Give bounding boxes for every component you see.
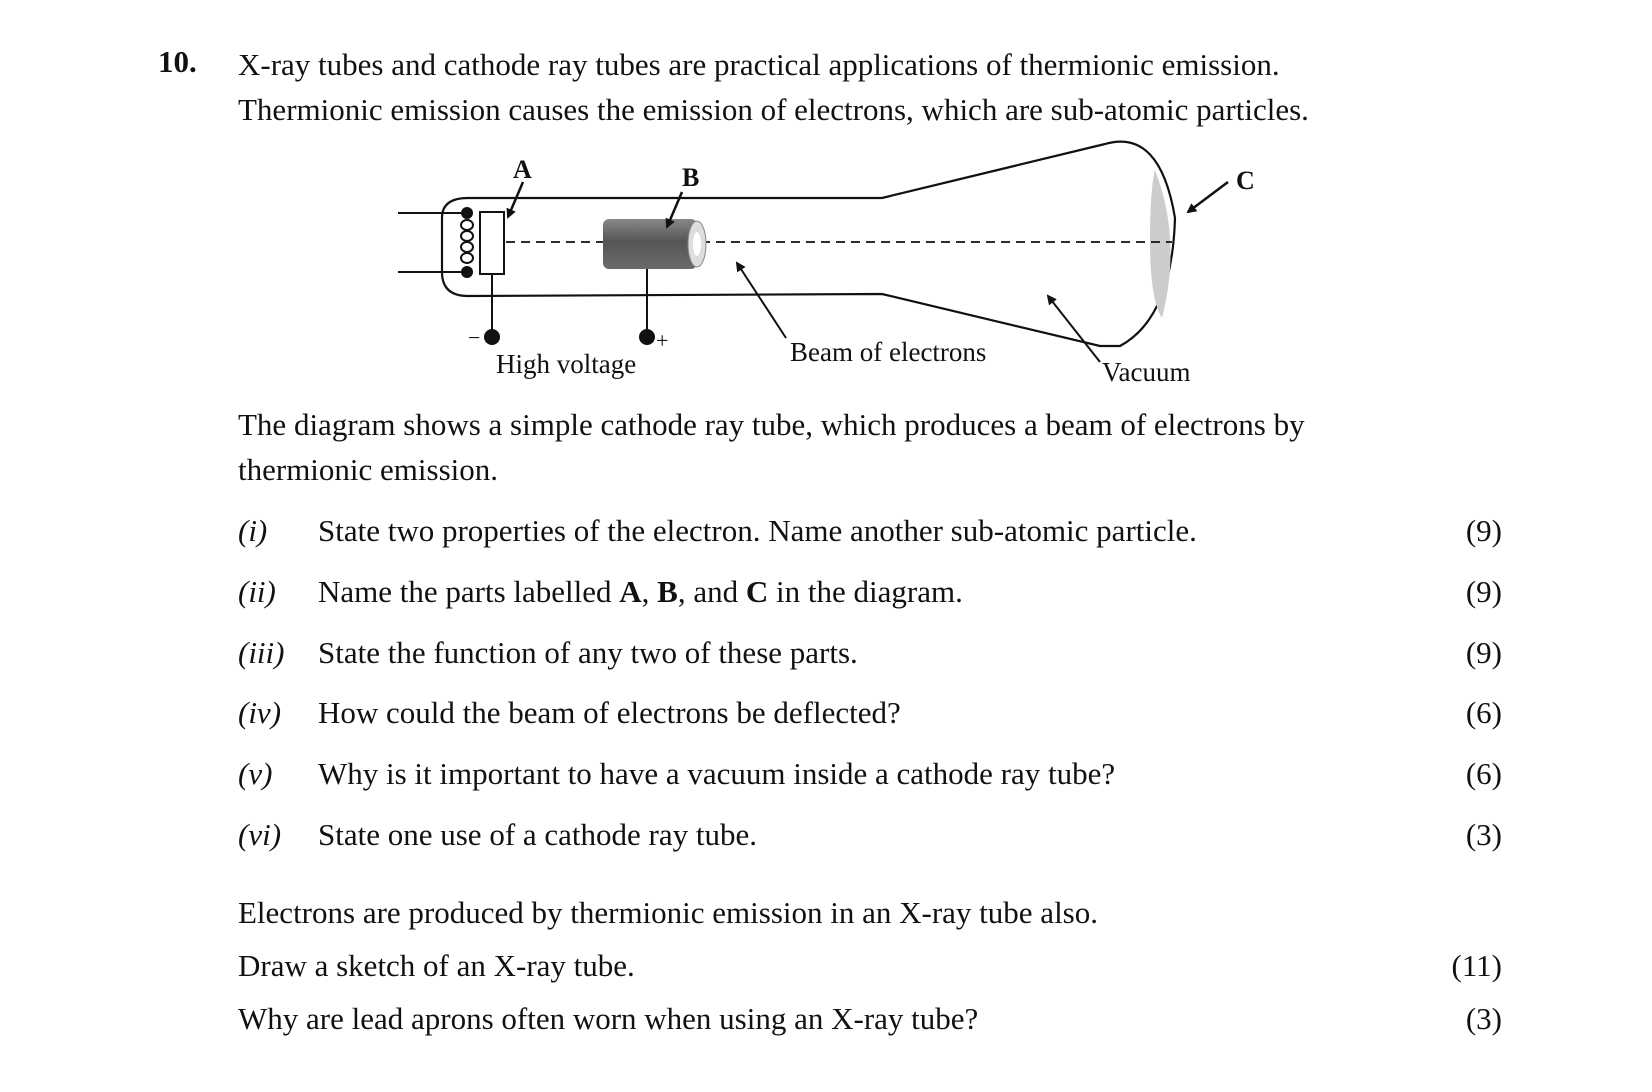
part-text-before: Name the parts labelled [318, 574, 620, 609]
diagram-description [238, 402, 1538, 492]
cathode [480, 212, 504, 274]
separator-1: , [641, 574, 658, 609]
part-text-after: in the diagram. [768, 574, 963, 609]
part-text [318, 572, 963, 612]
bold-b: B [657, 574, 678, 609]
part-text: State the function of any two of these parts. [318, 635, 858, 670]
bold-a: A [619, 574, 642, 609]
xray-marks: (11) [1451, 948, 1502, 983]
description-line-2: thermionic emission. [238, 452, 499, 487]
part-i [0, 511, 1652, 551]
heater-coil [461, 207, 473, 278]
tube-outline [442, 142, 1175, 346]
part-number: (ii) [238, 574, 276, 609]
arrow-beam [737, 263, 786, 338]
cathode-ray-tube-diagram [0, 0, 1652, 400]
question-number: 10. [158, 44, 197, 79]
intro-line-1: X-ray tubes and cathode ray tubes are practical applications of thermionic emission. [238, 47, 1280, 82]
part-number: (iv) [238, 695, 282, 730]
xray-line-1 [0, 893, 1652, 933]
part-text: State two properties of the electron. Name another sub-atomic particle. [318, 513, 1197, 548]
xray-marks: (3) [1465, 1001, 1502, 1036]
part-number: (v) [238, 756, 273, 791]
part-marks: (6) [1465, 695, 1502, 730]
part-v [0, 754, 1652, 794]
part-vi [0, 815, 1652, 855]
part-text: How could the beam of electrons be deflected? [318, 695, 901, 730]
part-marks: (3) [1465, 817, 1502, 852]
part-iv [0, 693, 1652, 733]
arrow-vacuum [1048, 296, 1100, 362]
separator-2: , and [677, 574, 746, 609]
vacuum-label: Vacuum [1102, 357, 1191, 387]
arrow-c [1188, 182, 1228, 212]
arrow-a [508, 182, 523, 217]
minus-sign: − [468, 325, 481, 350]
plus-sign: + [656, 328, 669, 353]
part-marks: (9) [1465, 635, 1502, 670]
part-text: Why is it important to have a vacuum inside a cathode ray tube? [318, 756, 1116, 791]
part-ii [0, 572, 1652, 612]
part-number: (iii) [238, 635, 285, 670]
positive-terminal [639, 329, 655, 345]
bold-c: C [745, 574, 769, 609]
part-text: State one use of a cathode ray tube. [318, 817, 757, 852]
anode-cylinder [603, 219, 706, 269]
description-line-1: The diagram shows a simple cathode ray tube, which produces a beam of electrons by [238, 407, 1305, 442]
part-iii [0, 633, 1652, 673]
part-marks: (9) [1465, 513, 1502, 548]
part-marks: (9) [1465, 574, 1502, 609]
part-number: (vi) [238, 817, 282, 852]
xray-line-2 [0, 946, 1652, 986]
xray-text: Draw a sketch of an X-ray tube. [238, 948, 635, 983]
intro-line-2: Thermionic emission causes the emission of electrons, which are sub-atomic particles. [238, 92, 1309, 127]
part-marks: (6) [1465, 756, 1502, 791]
part-number: (i) [238, 513, 268, 548]
xray-line-3 [0, 999, 1652, 1039]
xray-text: Electrons are produced by thermionic emission in an X-ray tube also. [238, 895, 1098, 930]
label-b: B [682, 163, 700, 192]
xray-text: Why are lead aprons often worn when using an X-ray tube? [238, 1001, 979, 1036]
high-voltage-label: High voltage [496, 349, 637, 379]
fluorescent-screen [1150, 170, 1171, 318]
label-a: A [513, 155, 532, 184]
label-c: C [1236, 166, 1255, 195]
negative-terminal [484, 329, 500, 345]
beam-label: Beam of electrons [790, 337, 987, 367]
